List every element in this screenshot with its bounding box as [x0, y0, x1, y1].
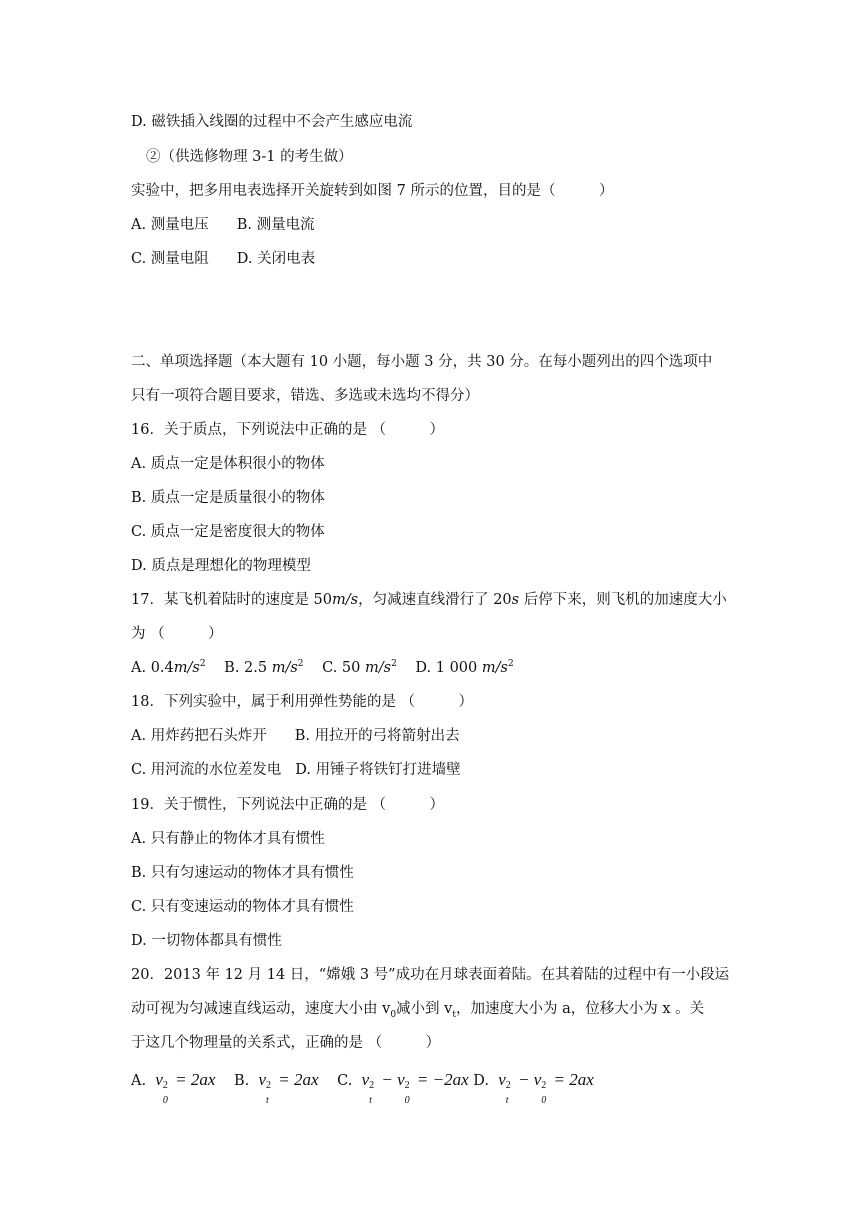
- q20-rhs: = 2ax: [549, 1070, 594, 1089]
- q19-option-a: A. 只有静止的物体才具有惯性: [131, 831, 325, 847]
- q20-stem-part: 减小到 v: [396, 1001, 453, 1017]
- q20-var-v: v: [258, 1070, 267, 1089]
- q20-sub-zero: 0: [404, 1095, 410, 1106]
- q20-minus: −: [513, 1070, 534, 1089]
- q17-option-a: [131, 658, 206, 678]
- q15-option-d: D. 关闭电表: [236, 251, 316, 267]
- q20-option-c: [337, 1070, 469, 1106]
- q17-unit-s: s: [511, 592, 520, 608]
- q20-sub-zero: 0: [390, 1009, 397, 1020]
- q17-unit-exp: 2: [297, 659, 304, 669]
- q17-unit: m/s: [173, 660, 200, 676]
- q16-option-a: A. 质点一定是体积很小的物体: [131, 456, 325, 472]
- q20-var-v: v: [533, 1070, 542, 1089]
- q20-option-label: B.: [234, 1073, 250, 1089]
- q20-stem-part: ，加速度大小为 a，位移大小为 x 。关: [455, 1001, 705, 1017]
- q15-option-b: B. 测量电流: [236, 217, 315, 233]
- q20-formula-d: v 2 t − v 2 0 = 2ax: [498, 1070, 594, 1089]
- q17-option-c: [322, 658, 397, 678]
- q17-stem-part: ，匀减速直线滑行了 20: [358, 592, 512, 608]
- q17-unit-exp: 2: [507, 659, 514, 669]
- q20-stem-part: 动可视为匀减速直线运动，速度大小由 v: [131, 1001, 391, 1017]
- q17-option-b: [224, 658, 303, 678]
- q17-unit: m/s: [365, 660, 392, 676]
- q20-option-label: C.: [337, 1073, 353, 1089]
- q20-option-label: A.: [131, 1073, 147, 1089]
- q15-stem: 实验中，把多用电表选择开关旋转到如图 7 所示的位置，目的是（ ）: [131, 183, 614, 199]
- q16-option-c: C. 质点一定是密度很大的物体: [131, 524, 325, 540]
- q18-option-d: D. 用锤子将铁钉打进墙壁: [295, 762, 461, 778]
- q17-option-d: [415, 658, 513, 678]
- q20-var-v: v: [498, 1070, 506, 1089]
- q20-var-v: v: [397, 1070, 405, 1089]
- q15-option-a: A. 测量电压: [131, 217, 209, 233]
- q20-stem-line1: 20．2013 年 12 月 14 日，“嫦娥 3 号”成功在月球表面着陆。在其着陆的过程中有一小段运: [131, 967, 730, 983]
- q20-option-a: [131, 1070, 216, 1106]
- q17-unit: m/s: [481, 660, 508, 676]
- q20-option-b: [234, 1070, 319, 1106]
- q18-option-a: A. 用炸药把石头炸开: [131, 728, 267, 744]
- q20-option-d: [473, 1070, 594, 1106]
- q18-options-row2: [131, 760, 461, 780]
- q19-option-c: C. 只有变速运动的物体才具有惯性: [131, 899, 354, 915]
- q17-option-b-text: B. 2.5: [224, 660, 272, 676]
- q20-var-v: v: [361, 1070, 370, 1089]
- q20-options: [131, 1070, 594, 1106]
- q20-formula-c: v 2 t − v 2 0 = −2ax: [362, 1070, 469, 1089]
- q20-sub-zero: 0: [541, 1095, 547, 1106]
- q20-sub-t: t: [505, 1095, 509, 1106]
- q17-stem-part: 17．某飞机着陆时的速度是 50: [131, 592, 333, 608]
- q20-sub-zero: 0: [162, 1095, 168, 1106]
- q16-option-d: D. 质点是理想化的物理模型: [131, 558, 311, 574]
- section2-heading-line1: 二、单项选择题（本大题有 10 小题，每小题 3 分，共 30 分。在每小题列出的四个选项中: [131, 354, 713, 370]
- q17-stem-part: 后停下来，则飞机的加速度大小: [519, 592, 727, 608]
- q20-stem-line3: 于这几个物理量的关系式，正确的是 （ ）: [131, 1035, 441, 1051]
- q18-stem: 18．下列实验中，属于利用弹性势能的是 （ ）: [131, 694, 474, 710]
- q19-option-b: B. 只有匀速运动的物体才具有惯性: [131, 865, 354, 881]
- q18-option-c: C. 用河流的水位差发电: [131, 762, 282, 778]
- q17-option-d-text: D. 1 000: [415, 660, 482, 676]
- q16-option-b: B. 质点一定是质量很小的物体: [131, 490, 325, 506]
- q20-option-label: D.: [473, 1073, 489, 1089]
- q20-sub-t: t: [452, 1009, 456, 1020]
- q15-options-row2: [131, 249, 315, 269]
- q17-unit: m/s: [271, 660, 298, 676]
- q20-rhs: = 2ax: [170, 1070, 216, 1089]
- q15-options-row1: [131, 215, 315, 235]
- q17-option-a-text: A. 0.4: [131, 660, 174, 676]
- q17-option-c-text: C. 50: [322, 660, 365, 676]
- q20-formula-a: v 2 0 = 2ax: [155, 1070, 215, 1089]
- q16-stem: 16．关于质点，下列说法中正确的是 （ ）: [131, 422, 445, 438]
- q15-elective-note: ②（供选修物理 3-1 的考生做）: [146, 149, 353, 165]
- q17-unit-ms: m/s: [332, 592, 359, 608]
- q20-stem-line2: [131, 999, 704, 1025]
- q20-rhs: = 2ax: [274, 1070, 319, 1089]
- q20-formula-b: v 2 t = 2ax: [258, 1070, 318, 1089]
- q17-unit-exp: 2: [391, 659, 397, 669]
- q18-option-b: B. 用拉开的弓将箭射出去: [294, 728, 460, 744]
- q20-rhs: = −2ax: [412, 1070, 469, 1089]
- q15-prev-option-d: D. 磁铁插入线圈的过程中不会产生感应电流: [131, 114, 413, 130]
- q20-sub-t: t: [266, 1095, 269, 1106]
- q19-option-d: D. 一切物体都具有惯性: [131, 933, 282, 949]
- q19-stem: 19．关于惯性，下列说法中正确的是 （ ）: [131, 797, 445, 813]
- section2-heading-line2: 只有一项符合题目要求，错选、多选或未选均不得分）: [131, 388, 479, 404]
- q20-sub-t: t: [369, 1095, 372, 1106]
- q17-stem: [131, 590, 727, 610]
- q17-options: [131, 658, 514, 678]
- q15-option-c: C. 测量电阻: [131, 251, 209, 267]
- q17-stem-line2: 为 （ ）: [131, 626, 223, 642]
- q20-var-v: v: [155, 1070, 163, 1089]
- q17-unit-exp: 2: [199, 659, 206, 669]
- q20-minus: −: [377, 1070, 398, 1089]
- q18-options-row1: [131, 726, 460, 746]
